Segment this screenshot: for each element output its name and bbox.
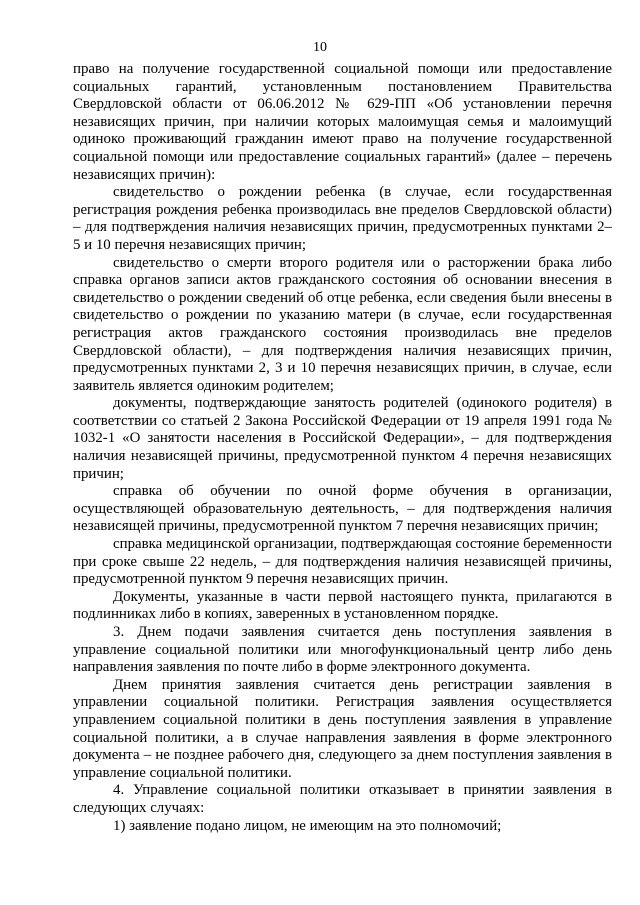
document-body <box>73 61 612 835</box>
paragraph-education-certificate: справка об обучении по очной форме обучения в организации, осуществляющей образовательную деятельность, – для подтверждения наличия независящей причины, предусмотренной пунктом 7 перечня независящих причин; <box>73 483 612 535</box>
paragraph-acceptance-date: Днем принятия заявления считается день регистрации заявления в управлении социальной политики. Регистрация заявления осуществляется управлением социальной политики в день поступления заявления в управление социальной политики, а в случае направления заявления в форме электронного документа – не позднее рабочего дня, следующего за днем поступления заявления в управление социальной политики. <box>73 676 612 781</box>
paragraph-continuation: право на получение государственной социальной помощи или предоставление социальных гарантий, установленным постановлением Правительства Свердловской области от 06.06.2012 № 629-ПП «Об установлении перечня независящих причин, при наличии которых малоимущая семья и малоимущий одиноко проживающий гражданин имеют право на получение государственной социальной помощи или предоставление социальных гарантий» (далее – перечень независящих причин): <box>73 61 612 183</box>
page-number: 10 <box>313 40 327 55</box>
paragraph-medical-certificate: справка медицинской организации, подтверждающая состояние беременности при сроке свыше 22 недель, – для подтверждения наличия независящей причины, предусмотренной пунктом 9 перечня независящих причин. <box>73 536 612 588</box>
paragraph-death-divorce-certificate: свидетельство о смерти второго родителя или о расторжении брака либо справка органов записи актов гражданского состояния об основании внесения в свидетельство о рождении сведений об отце ребенка, если сведения были внесены в свидетельство о рождении по указанию матери (в случае, если государственная регистрация актов гражданского состояния производилась вне пределов Свердловской области), – для подтверждения наличия независящих причин, предусмотренных пунктами 2, 3 и 10 перечня независящих причин, в случае, если заявитель является одиноким родителем; <box>73 254 612 394</box>
paragraph-birth-certificate: свидетельство о рождении ребенка (в случае, если государственная регистрация рождения ребенка производилась вне пределов Свердловской области) – для подтверждения наличия независящих причин, предусмотренных пунктами 2–5 и 10 перечня независящих причин; <box>73 184 612 253</box>
paragraph-document-copies: Документы, указанные в части первой настоящего пункта, прилагаются в подлинниках либо в копиях, заверенных в установленном порядке. <box>73 588 612 623</box>
paragraph-item-4: 4. Управление социальной политики отказывает в принятии заявления в следующих случаях: <box>73 782 612 816</box>
paragraph-item-3: 3. Днем подачи заявления считается день поступления заявления в управление социальной политики или многофункциональный центр либо день направления заявления по почте либо в форме электронного документа. <box>73 624 612 676</box>
paragraph-subitem-1: 1) заявление подано лицом, не имеющим на это полномочий; <box>113 817 502 834</box>
paragraph-employment-documents: документы, подтверждающие занятость родителей (одинокого родителя) в соответствии со статьей 2 Закона Российской Федерации от 19 апреля 1991 года № 1032-1 «О занятости населения в Российской Федерации», – для подтверждения наличия независящей причины, предусмотренной пунктом 4 перечня независящих причин; <box>73 395 612 482</box>
